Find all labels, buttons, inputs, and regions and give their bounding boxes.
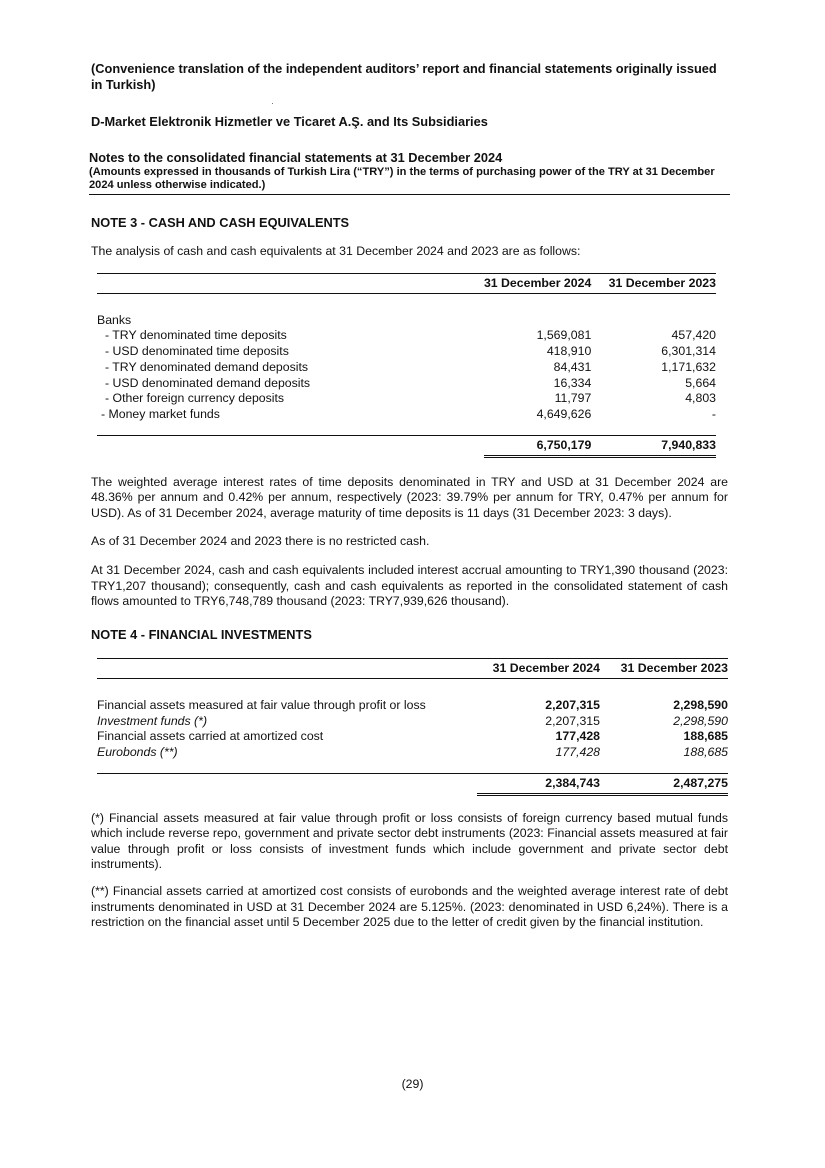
total-2023: 2,487,275 xyxy=(600,776,728,796)
row-label: - TRY denominated demand deposits xyxy=(105,359,309,374)
notes-title: Notes to the consolidated financial statements at 31 December 2024 xyxy=(89,149,503,165)
restricted-cash-paragraph: As of 31 December 2024 and 2023 there is no restricted cash. xyxy=(91,534,430,549)
total-2024: 6,750,179 xyxy=(484,438,591,458)
row-value-2023: 188,685 xyxy=(683,729,728,744)
footnote-investment-funds: (*) Financial assets measured at fair value through profit or loss consists of foreign currency based mutual funds which include reverse repo, government and private sector debt instruments (2023: Financial assets measured at fair value through profit or loss consists of investment funds which include government and private sector debt instruments). xyxy=(91,810,728,872)
table-row xyxy=(97,360,716,376)
row-value-2023: 4,803 xyxy=(685,391,716,406)
row-label: Financial assets measured at fair value through profit or loss xyxy=(97,697,426,712)
col-2023: 31 December 2023 xyxy=(600,659,728,679)
row-value-2023: 1,171,632 xyxy=(661,359,716,374)
row-value-2024: 1,569,081 xyxy=(536,328,592,343)
total-2024: 2,384,743 xyxy=(477,776,600,796)
row-value-2024: 418,910 xyxy=(546,344,592,359)
row-value-2024: 177,428 xyxy=(555,745,600,760)
note3-intro: The analysis of cash and cash equivalents at 31 December 2024 and 2023 are as follows: xyxy=(91,244,581,259)
page-number: (29) xyxy=(401,1077,424,1091)
company-name: D-Market Elektronik Hizmetler ve Ticaret A.Ş. and Its Subsidiaries xyxy=(91,113,488,129)
row-value-2023: 6,301,314 xyxy=(661,344,716,359)
table-row xyxy=(97,714,728,730)
row-value-2024: 2,207,315 xyxy=(545,713,600,728)
header-block xyxy=(89,150,730,195)
col-2024: 31 December 2024 xyxy=(484,274,591,294)
row-value-2024: 84,431 xyxy=(553,359,592,374)
table-row xyxy=(97,407,716,423)
row-label: - USD denominated time deposits xyxy=(105,344,289,359)
table-row xyxy=(97,344,716,360)
row-value-2024: 11,797 xyxy=(554,391,592,406)
row-value-2023: 188,685 xyxy=(683,745,728,760)
table-row xyxy=(97,729,728,745)
table-row xyxy=(97,313,716,329)
table-row xyxy=(97,328,716,344)
report-title: (Convenience translation of the independent auditors’ report and financial statements originally issued in Turkish) xyxy=(91,61,717,93)
row-label: - USD denominated demand deposits xyxy=(105,375,311,390)
row-value-2024: 177,428 xyxy=(555,729,600,744)
investments-table xyxy=(97,658,728,795)
total-2023: 7,940,833 xyxy=(591,438,716,458)
footnote-eurobonds: (**) Financial assets carried at amortized cost consists of eurobonds and the weighted average interest rate of debt instruments denominated in USD at 31 December 2024 are 5.125%. (2023: denominated in USD 6,24%). There is a restriction on the financial asset until 5 December 2025 due to the letter of credit given by the financial institution. xyxy=(91,883,728,930)
cash-table-header xyxy=(97,274,716,294)
row-value-2023: 2,298,590 xyxy=(673,713,728,728)
interest-rates-paragraph: The weighted average interest rates of time deposits denominated in TRY and USD at 31 December 2024 are 48.36% per annum and 0.42% per annum, respectively (2023: 39.79% per annum for TRY, 0.47% per annum for USD). As of 31 December 2024, average maturity of time deposits is 11 days (31 December 2023: 3 days). xyxy=(91,474,728,520)
table-row xyxy=(97,391,716,407)
investments-table-header xyxy=(97,659,728,679)
row-value-2024: 16,334 xyxy=(553,375,592,390)
table-row xyxy=(97,745,728,761)
cash-table-blank-header xyxy=(97,274,484,294)
row-value-2023: - xyxy=(711,407,716,422)
cash-total-row xyxy=(97,435,716,457)
row-label: - Other foreign currency deposits xyxy=(105,391,285,406)
col-2023: 31 December 2023 xyxy=(591,274,716,294)
amounts-note: (Amounts expressed in thousands of Turkish Lira (“TRY”) in the terms of purchasing power of the TRY at 31 December 2024 unless otherwise indicated.) xyxy=(89,166,715,192)
document-page xyxy=(91,61,728,931)
row-label: Eurobonds (**) xyxy=(97,745,178,760)
note3-heading: NOTE 3 - CASH AND CASH EQUIVALENTS xyxy=(91,215,350,231)
table-row xyxy=(97,376,716,392)
row-value-2023: 5,664 xyxy=(685,375,716,390)
row-label: - TRY denominated time deposits xyxy=(105,328,287,343)
col-2024: 31 December 2024 xyxy=(477,659,600,679)
investments-total-row xyxy=(97,773,728,795)
note4-heading: NOTE 4 - FINANCIAL INVESTMENTS xyxy=(91,626,312,642)
row-label: - Money market funds xyxy=(101,407,220,422)
row-value-2024: 4,649,626 xyxy=(536,407,592,422)
row-label: Financial assets carried at amortized cost xyxy=(97,729,324,744)
group-label: Banks xyxy=(97,312,132,327)
row-label: Investment funds (*) xyxy=(97,713,208,728)
cash-table xyxy=(97,273,716,458)
row-value-2023: 457,420 xyxy=(671,328,716,343)
table-row xyxy=(97,698,728,714)
row-value-2024: 2,207,315 xyxy=(545,697,600,712)
interest-accrual-paragraph: At 31 December 2024, cash and cash equivalents included interest accrual amounting to TRY1,390 thousand (2023: TRY1,207 thousand); consequently, cash and cash equivalents as reported in the consolidated statement of cash flows amounted to TRY6,748,789 thousand (2023: TRY7,939,626 thousand). xyxy=(91,563,728,609)
row-value-2023: 2,298,590 xyxy=(673,697,728,712)
